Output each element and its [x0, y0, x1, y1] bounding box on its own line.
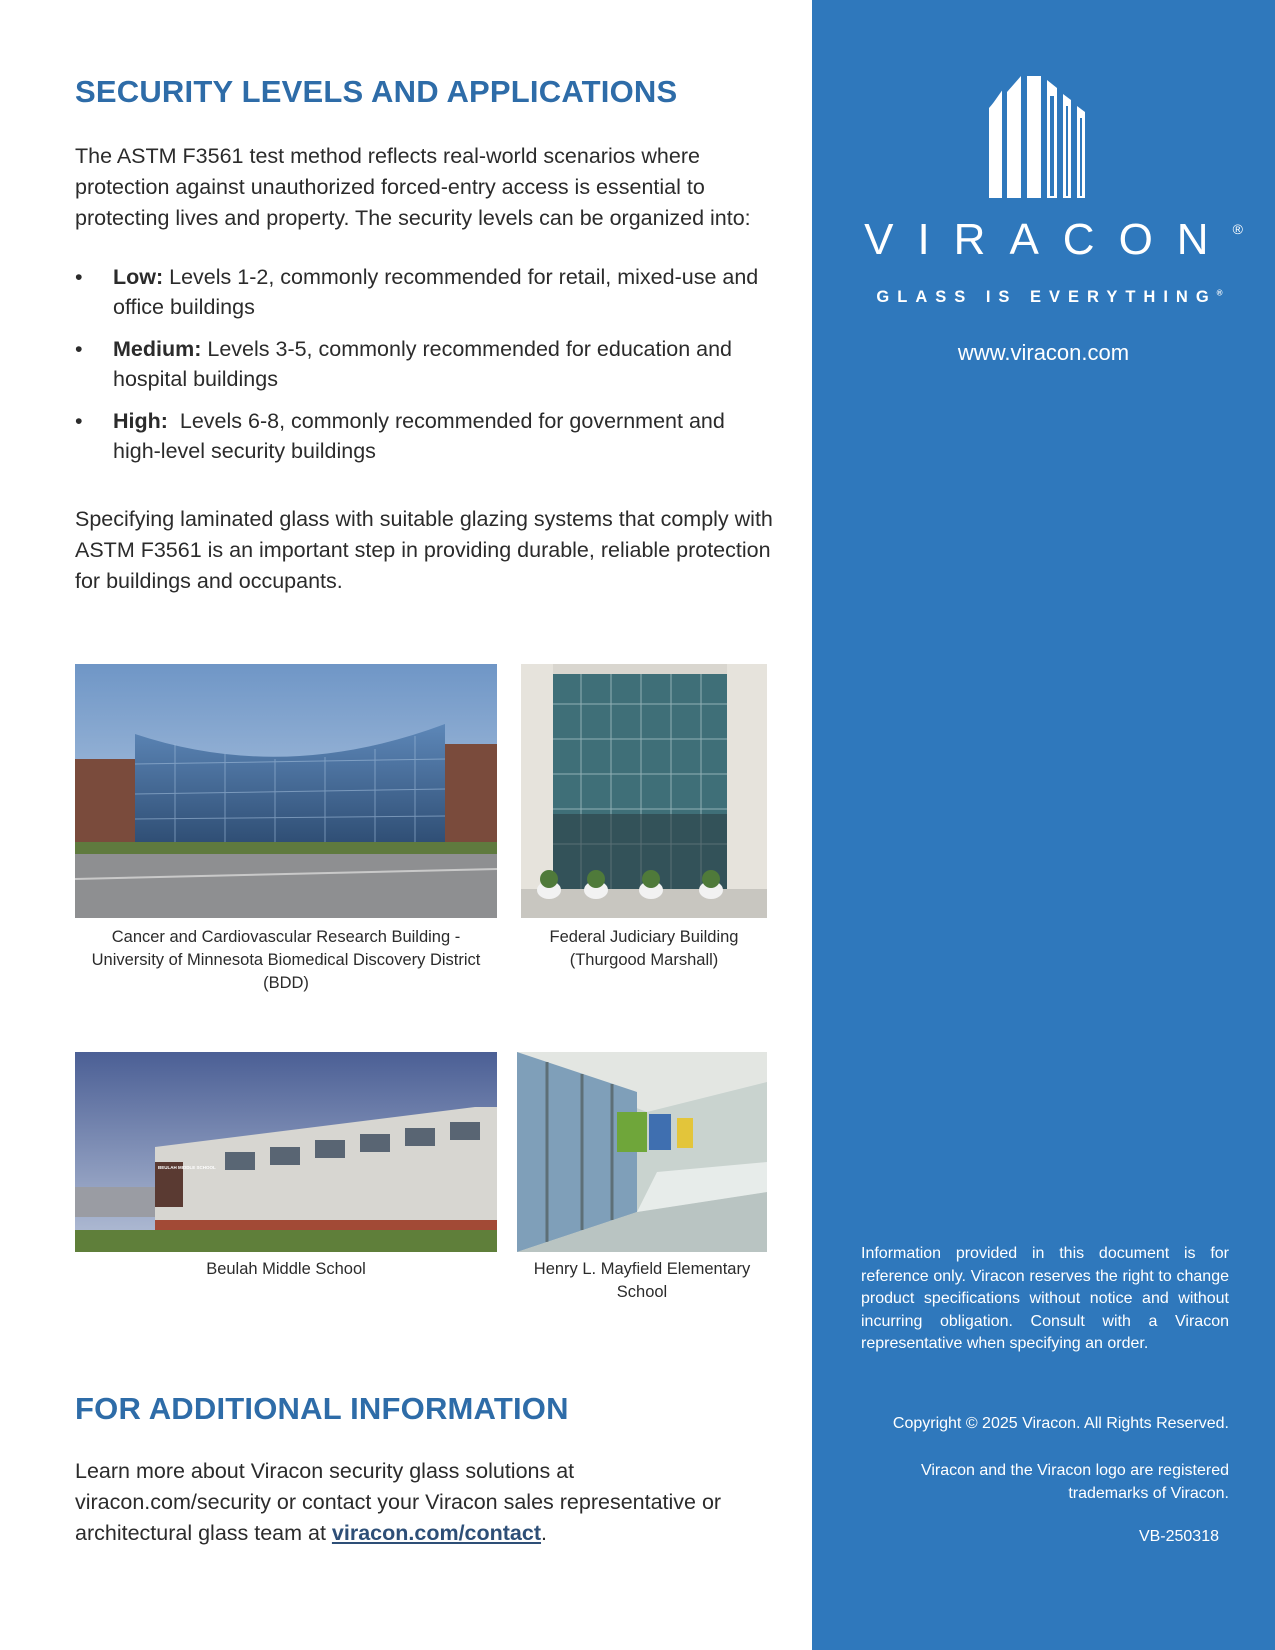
- copyright: Copyright © 2025 Viracon. All Rights Reserved.: [892, 1415, 1229, 1432]
- document-id: VB-250318: [1138, 1528, 1219, 1545]
- closing-paragraph: Specifying laminated glass with suitable glazing systems that comply with ASTM F3561 is an important step in providing durable, reliable protection for buildings and occupants.: [75, 507, 773, 593]
- level-text: Levels 6-8, commonly recommended for government and high-level security buildings: [113, 409, 731, 463]
- bullet: •: [75, 337, 83, 361]
- level-label: Medium:: [113, 337, 202, 361]
- research-building-image: [75, 664, 497, 918]
- bullet: •: [75, 265, 83, 289]
- viracon-logo-icon: [987, 74, 1097, 198]
- trademark-notice: Viracon and the Viracon logo are registered trademarks of Viracon.: [920, 1462, 1229, 1502]
- website-link[interactable]: www.viracon.com: [957, 340, 1130, 365]
- list-item-low: [75, 262, 775, 322]
- tagline-registered-mark: ®: [1216, 288, 1223, 298]
- federal-building-image: [521, 664, 767, 918]
- list-item-medium: [75, 334, 775, 394]
- research-building-caption: Cancer and Cardiovascular Research Building - University of Minnesota Biomedical Discovery District (BDD): [91, 928, 481, 992]
- tagline: [812, 288, 1275, 307]
- disclaimer: Information provided in this document is for reference only. Viracon reserves the right to change product specifications without notice and without incurring obligation. Consult with a Viracon representative when specifying an order.: [861, 1245, 1229, 1352]
- sidebar: [812, 0, 1275, 1650]
- school-sign: BEULAH MIDDLE SCHOOL: [158, 1165, 216, 1170]
- middle-school-image: [75, 1052, 497, 1252]
- elementary-school-photo: [517, 1052, 767, 1252]
- elementary-school-caption: Henry L. Mayfield Elementary School: [533, 1260, 751, 1301]
- level-text: Levels 3-5, commonly recommended for education and hospital buildings: [113, 337, 733, 391]
- registered-mark: ®: [1232, 221, 1243, 237]
- federal-building-caption: Federal Judiciary Building (Thurgood Marshall): [549, 928, 739, 969]
- federal-building-photo: [521, 664, 767, 918]
- elementary-school-image: [517, 1052, 767, 1252]
- intro-paragraph: The ASTM F3561 test method reflects real-world scenarios where protection against unauthorized forced-entry access is essential to protecting lives and property. The security levels can be organized into:: [75, 144, 751, 230]
- tagline-text: GLASS IS EVERYTHING: [876, 288, 1217, 306]
- list-item-high: [75, 406, 775, 466]
- bullet: •: [75, 409, 83, 433]
- middle-school-photo: [75, 1052, 497, 1252]
- section-title: SECURITY LEVELS AND APPLICATIONS: [75, 74, 678, 109]
- level-label: Low:: [113, 265, 164, 289]
- middle-school-caption: Beulah Middle School: [206, 1260, 366, 1278]
- level-text: Levels 1-2, commonly recommended for retail, mixed-use and office buildings: [113, 265, 759, 319]
- contact-link[interactable]: viracon.com/contact: [331, 1521, 542, 1545]
- additional-info-text: Learn more about Viracon security glass solutions at viracon.com/security or contact your Viracon sales representative or architectural glass team at: [75, 1459, 722, 1545]
- viracon-wordmark: [812, 215, 1275, 265]
- security-levels-list: [75, 262, 775, 478]
- level-label: High:: [113, 409, 168, 433]
- wordmark-text: VIRACON: [864, 215, 1233, 264]
- trailing-period: .: [541, 1521, 547, 1545]
- research-building-photo: [75, 664, 497, 918]
- additional-info-paragraph: [75, 1456, 775, 1549]
- additional-info-title: FOR ADDITIONAL INFORMATION: [75, 1391, 569, 1426]
